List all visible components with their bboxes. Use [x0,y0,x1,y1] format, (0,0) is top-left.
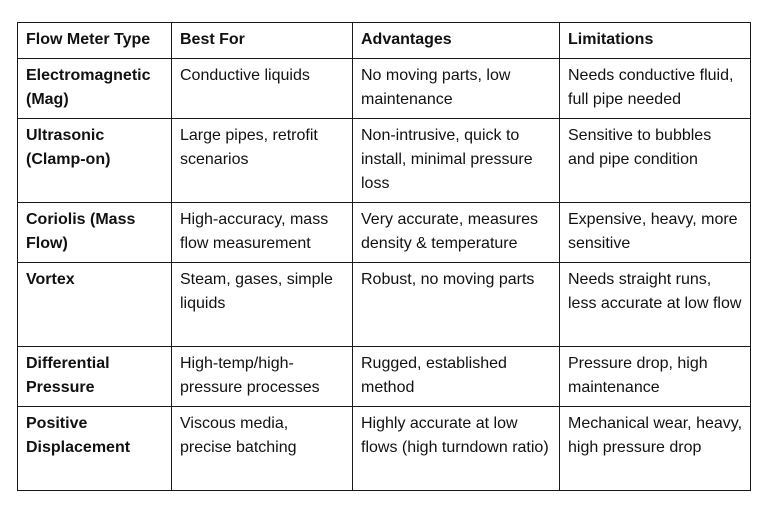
cell-best-for: Large pipes, retrofit scenarios [172,119,353,203]
header-advantages: Advantages [353,23,560,59]
cell-type: Positive Displacement [18,407,172,491]
table-row [18,203,751,263]
table-row [18,263,751,347]
cell-advantages: Rugged, established method [353,347,560,407]
table-header [18,23,751,59]
cell-type: Differential Pressure [18,347,172,407]
table-body [18,59,751,491]
cell-limitations: Sensitive to bubbles and pipe condition [560,119,751,203]
table-row [18,407,751,491]
cell-best-for: High-temp/high-pressure processes [172,347,353,407]
header-best-for: Best For [172,23,353,59]
cell-best-for: Steam, gases, simple liquids [172,263,353,347]
header-row [18,23,751,59]
table-row [18,59,751,119]
cell-advantages: Very accurate, measures density & temperature [353,203,560,263]
cell-limitations: Expensive, heavy, more sensitive [560,203,751,263]
header-limitations: Limitations [560,23,751,59]
cell-type: Vortex [18,263,172,347]
cell-limitations: Needs conductive fluid, full pipe needed [560,59,751,119]
table-row [18,119,751,203]
cell-limitations: Mechanical wear, heavy, high pressure drop [560,407,751,491]
cell-advantages: Non-intrusive, quick to install, minimal pressure loss [353,119,560,203]
cell-limitations: Needs straight runs, less accurate at low flow [560,263,751,347]
cell-advantages: No moving parts, low maintenance [353,59,560,119]
cell-best-for: Conductive liquids [172,59,353,119]
cell-advantages: Robust, no moving parts [353,263,560,347]
table-row [18,347,751,407]
cell-limitations: Pressure drop, high maintenance [560,347,751,407]
flow-meter-table [17,22,751,491]
cell-best-for: High-accuracy, mass flow measurement [172,203,353,263]
cell-type: Coriolis (Mass Flow) [18,203,172,263]
cell-type: Electromagnetic (Mag) [18,59,172,119]
cell-best-for: Viscous media, precise batching [172,407,353,491]
header-flow-meter-type: Flow Meter Type [18,23,172,59]
cell-type: Ultrasonic (Clamp-on) [18,119,172,203]
cell-advantages: Highly accurate at low flows (high turndown ratio) [353,407,560,491]
